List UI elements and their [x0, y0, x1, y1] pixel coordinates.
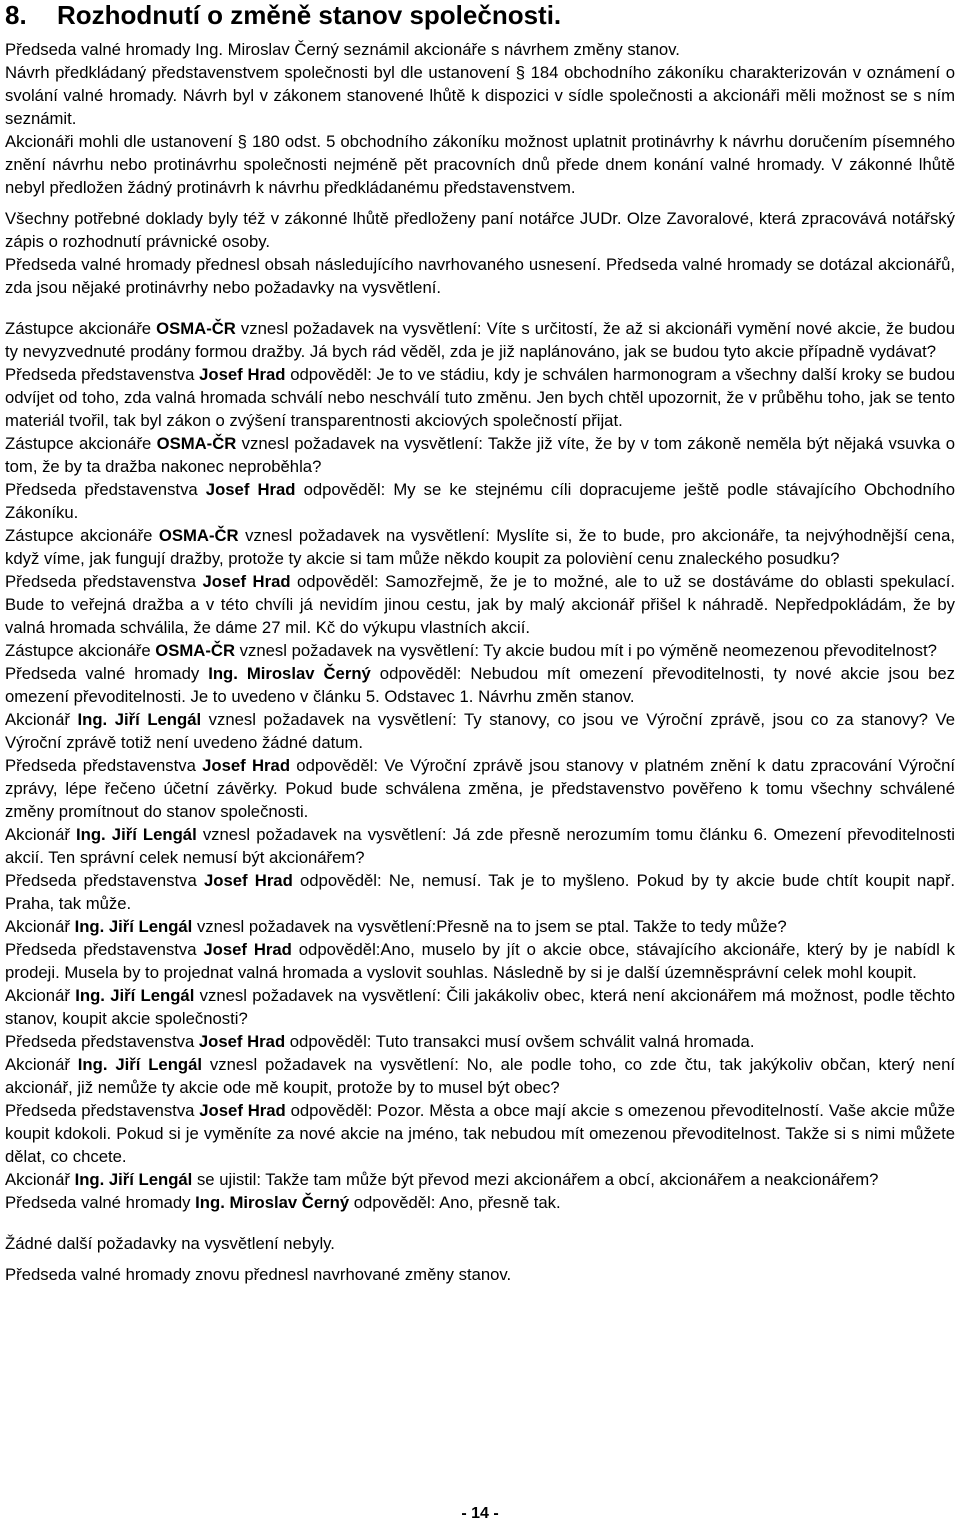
text-run: Žádné další požadavky na vysvětlení nebyly. — [5, 1234, 335, 1253]
paragraph — [5, 662, 955, 708]
text-run: se ujistil: Takže tam může být převod mezi akcionářem a obcí, akcionářem a neakcionářem? — [192, 1170, 879, 1189]
section-number: 8. — [5, 0, 27, 30]
paragraph — [5, 253, 955, 299]
paragraph — [5, 938, 955, 984]
document-body — [5, 38, 955, 1286]
paragraph — [5, 1263, 955, 1286]
paragraph — [5, 570, 955, 639]
text-run: Předseda představenstva — [5, 572, 203, 591]
bold-name: Ing. Jiří Lengál — [76, 825, 197, 844]
text-run: Předseda valné hromady — [5, 1193, 196, 1212]
paragraph — [5, 363, 955, 432]
paragraph — [5, 708, 955, 754]
text-run: Zástupce akcionáře — [5, 319, 157, 338]
paragraph — [5, 478, 955, 524]
bold-name: Josef Hrad — [199, 1101, 286, 1120]
text-run: Zástupce akcionáře — [5, 641, 156, 660]
paragraph — [5, 1030, 955, 1053]
paragraph — [5, 524, 955, 570]
bold-name: Josef Hrad — [199, 365, 286, 384]
paragraph — [5, 61, 955, 130]
paragraph — [5, 1232, 955, 1255]
paragraph — [5, 823, 955, 869]
text-run: Akcionář — [5, 710, 78, 729]
text-run: vznesl požadavek na vysvětlení: Ty stanovy, co jsou ve Výroční zprávě, jsou co za stanovy? Ve Výroční zprávě totiž není uvedeno žádné datum. — [5, 710, 955, 752]
paragraph — [5, 38, 955, 61]
text-run: odpověděl: Pozor. Města a obce mají akcie s omezenou převoditelností. Vaše akcie může koupit kdokoli. Pokud si je vyměníte za nové akcie na jméno, tak nebudou mít omezenou převoditelnost. Takže si s nimi můžete dělat, co chcete. — [5, 1101, 955, 1166]
bold-name: Josef Hrad — [202, 756, 291, 775]
text-run: vznesl požadavek na vysvětlení: Ty akcie budou mít i po výměně neomezenou převoditelnost? — [235, 641, 937, 660]
text-run: Předseda valné hromady přednesl obsah následujícího navrhovaného usnesení. Předseda valné hromady se dotázal akcionářů, zda jsou nějaké protinávrhy nebo požadavky na vysvětlení. — [5, 255, 955, 297]
text-run: odpověděl:Ano, muselo by jít o akcie obce, stávajícího akcionáře, který by je nabídl k prodeji. Musela by to projednat valná hromada a vyslovit souhlas. Následně by si je další územněsprávní celek mohl koupit. — [5, 940, 955, 982]
bold-name: Ing. Miroslav Černý — [208, 664, 371, 683]
text-run: vznesl požadavek na vysvětlení: Čili jakákoliv obec, která není akcionářem má možnost, podle těchto stanov, koupit akcie společnosti? — [5, 986, 955, 1028]
text-run: Akcionář — [5, 917, 75, 936]
bold-name: OSMA-ČR — [155, 641, 236, 660]
text-run: Akcionáři mohli dle ustanovení § 180 odst. 5 obchodního zákoníku možnost uplatnit protinávrhy k návrhu doručením písemného znění návrhu nebo protinávrhu společnosti nejméně pět pracovních dnů přede dnem konání valné hromady. V zákonné lhůtě nebyl předložen žádný protinávrh k návrhu předkládanému představenstvem. — [5, 132, 955, 197]
text-run: Předseda představenstva — [5, 940, 204, 959]
section-title: Rozhodnutí o změně stanov společnosti. — [57, 0, 562, 30]
bold-name: Ing. Miroslav Černý — [195, 1193, 350, 1212]
paragraph — [5, 1191, 955, 1214]
page-number: - 14 - — [461, 1505, 499, 1522]
text-run: Všechny potřebné doklady byly též v zákonné lhůtě předloženy paní notářce JUDr. Olze Zavoralové, která zpracovává notářský zápis o rozhodnutí právnické osoby. — [5, 209, 955, 251]
text-run: Předseda představenstva — [5, 365, 200, 384]
text-run: Akcionář — [5, 1170, 75, 1189]
bold-name: Josef Hrad — [205, 480, 296, 499]
paragraph — [5, 984, 955, 1030]
bold-name: Josef Hrad — [202, 572, 291, 591]
paragraph — [5, 130, 955, 199]
paragraph — [5, 317, 955, 363]
text-run: odpověděl: My se ke stejnému cíli dopracujeme ještě podle stávajícího Obchodního Zákoníku. — [5, 480, 955, 522]
text-run: odpověděl: Samozřejmě, že je to možné, ale to už se dostáváme do oblasti spekulací. Bude to veřejná dražba a v této chvíli já nevidím jinou cestu, jak by malý akcionář přišel k náhradě. Nepředpokládám, že by valná hromada schválila, že dáme 27 mil. Kč do výkupu vlastních akcií. — [5, 572, 955, 637]
text-run: Akcionář — [5, 825, 77, 844]
text-run: Zástupce akcionáře — [5, 526, 159, 545]
bold-name: Josef Hrad — [203, 940, 292, 959]
text-run: vznesl požadavek na vysvětlení: Takže již víte, že by v tom zákoně neměla být nějaká vsuvka o tom, že by ta dražba nakonec neproběhla? — [5, 434, 955, 476]
bold-name: Ing. Jiří Lengál — [75, 986, 195, 1005]
text-run: vznesl požadavek na vysvětlení:Přesně na to jsem se ptal. Takže to tedy může? — [192, 917, 787, 936]
bold-name: Ing. Jiří Lengál — [74, 917, 193, 936]
paragraph — [5, 869, 955, 915]
text-run: odpověděl: Nebudou mít omezení převoditelnosti, ty nové akcie jsou bez omezení převoditelnosti. Je to uvedeno v článku 5. Odstavec 1. Návrhu změn stanov. — [5, 664, 956, 706]
text-run: Předseda valné hromady Ing. Miroslav Černý seznámil akcionáře s návrhem změny stanov. — [5, 40, 680, 59]
text-run: Zástupce akcionáře — [5, 434, 157, 453]
paragraph — [5, 915, 955, 938]
bold-name: OSMA-ČR — [156, 319, 236, 338]
text-run: Předseda představenstva — [5, 871, 204, 890]
paragraph — [5, 639, 955, 662]
bold-name: OSMA-ČR — [156, 434, 237, 453]
text-run: Předseda představenstva — [5, 1101, 200, 1120]
paragraph — [5, 432, 955, 478]
text-run: odpověděl: Tuto transakci musí ovšem schválit valná hromada. — [285, 1032, 755, 1051]
text-run: Předseda představenstva — [5, 480, 206, 499]
text-run: odpověděl: Je to ve stádiu, kdy je schválen harmonogram a všechny další kroky se budou odvíjet od toho, zda valná hromada schválí nebo neschválí tuto změnu. Jen bych chtěl upozornit, že v průběhu toho, jak se tento materiál tvořil, tak byl zákon o zvýšení transparentnosti akciových společností přijat. — [5, 365, 955, 430]
bold-name: Josef Hrad — [203, 871, 293, 890]
paragraph — [5, 1168, 955, 1191]
text-run: Akcionář — [5, 1055, 78, 1074]
text-run: vznesl požadavek na vysvětlení: Víte s určitostí, že až si akcionáři vymění nové akcie, že budou ty nevyzvednuté prodány formou dražby. Já bych rád věděl, zda je již naplánováno, jak se budou tyto akcie případně vydávat? — [5, 319, 955, 361]
paragraph — [5, 1053, 955, 1099]
text-run: Návrh předkládaný představenstvem společnosti byl dle ustanovení § 184 obchodního zákoníku charakterizován v oznámení o svolání valné hromady. Návrh byl v zákonem stanovené lhůtě k dispozici v sídle společnosti a akcionáři měli možnost se s ním seznámit. — [5, 63, 955, 128]
text-run: odpověděl: Ano, přesně tak. — [349, 1193, 561, 1212]
text-run: Akcionář — [5, 986, 76, 1005]
text-run: vznesl požadavek na vysvětlení: Myslíte si, že to bude, pro akcionáře, ta nejvýhodnější cena, když víme, jak fungují dražby, protože ty akcie si tam může někdo koupit za polovièní cenu znaleckého posudku? — [5, 526, 955, 568]
bold-name: Ing. Jiří Lengál — [77, 1055, 203, 1074]
bold-name: OSMA-ČR — [158, 526, 239, 545]
text-run: Předseda představenstva — [5, 1032, 199, 1051]
text-run: Předseda valné hromady — [5, 664, 209, 683]
bold-name: Ing. Jiří Lengál — [74, 1170, 193, 1189]
bold-name: Ing. Jiří Lengál — [77, 710, 202, 729]
paragraph — [5, 754, 955, 823]
text-run: Předseda představenstva — [5, 756, 203, 775]
paragraph — [5, 207, 955, 253]
text-run: odpověděl: Ve Výroční zprávě jsou stanovy v platném znění k datu zpracování Výroční zprávy, lépe řečeno účetní závěrky. Pokud bude schválena změna, je představenstvo pověřeno k tomu všechny schválené změny promítnout do stanov společnosti. — [5, 756, 955, 821]
bold-name: Josef Hrad — [198, 1032, 286, 1051]
text-run: vznesl požadavek na vysvětlení: Já zde přesně nerozumím tomu článku 6. Omezení převoditelnosti akcií. Ten správní celek nemusí být akcionářem? — [5, 825, 955, 867]
paragraph — [5, 1099, 955, 1168]
text-run: Předseda valné hromady znovu přednesl navrhované změny stanov. — [5, 1265, 512, 1284]
section-heading — [5, 0, 955, 38]
text-run: vznesl požadavek na vysvětlení: No, ale podle toho, co zde čtu, tak jakýkoliv občan, který není akcionář, již nemůže ty akcie ode mě koupit, protože by to musel být obec? — [5, 1055, 955, 1097]
text-run: odpověděl: Ne, nemusí. Tak je to myšleno. Pokud by ty akcie bude chtít koupit např. Praha, tak může. — [5, 871, 955, 913]
